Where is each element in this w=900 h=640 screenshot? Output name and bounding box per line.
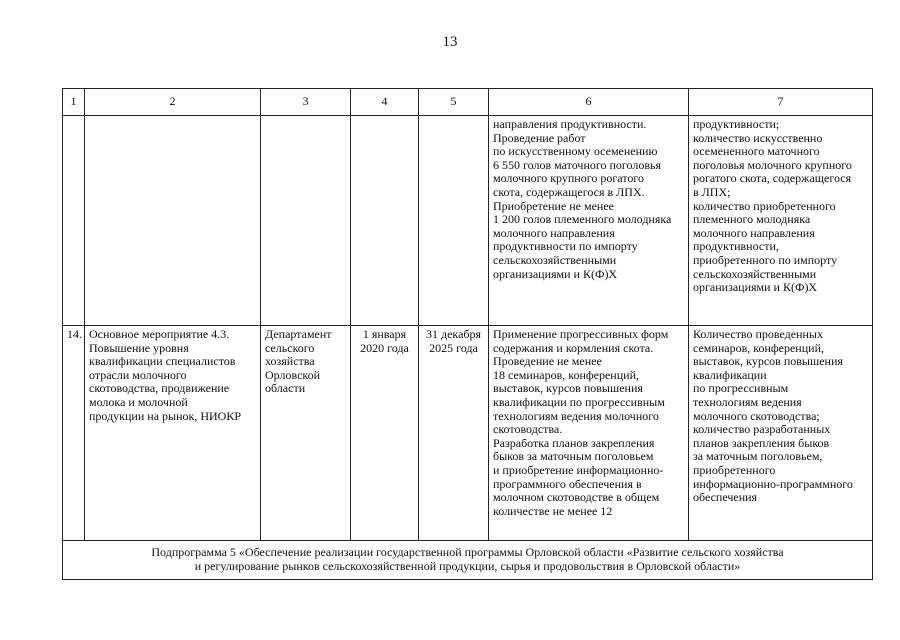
expected-result <box>489 326 689 541</box>
text-line: 18 семинаров, конференций, <box>493 367 639 382</box>
text-line: молочного направления <box>493 225 615 240</box>
text-line: сельскохозяйственными <box>493 252 617 267</box>
text-line: технологиям ведения молочного <box>493 408 659 423</box>
subprogram-row <box>63 541 873 580</box>
start-date <box>351 326 419 541</box>
text-line: племенного молодняка <box>693 212 811 227</box>
text-line: молочного скотоводства; <box>693 408 820 423</box>
text-line: хозяйства <box>265 354 315 369</box>
text-line: направления продуктивности. <box>493 117 647 131</box>
text-line: количество разработанных <box>693 422 831 437</box>
text-line: Разработка планов закрепления <box>493 435 655 450</box>
text-line: приобретенного <box>693 462 776 477</box>
indicators <box>689 326 873 541</box>
text-line: Количество проведенных <box>693 327 823 341</box>
text-line: отрасли молочного <box>89 367 187 382</box>
end-date <box>419 326 489 541</box>
text-line: 2020 года <box>360 340 409 355</box>
text-line: Приобретение не менее <box>493 198 615 213</box>
cont-cell-7 <box>689 116 873 326</box>
text-line: содержания и кормления скота. <box>493 340 654 355</box>
cont-cell-2 <box>85 116 261 326</box>
text-line: квалификации <box>693 367 767 382</box>
text-line: количество приобретенного <box>693 198 836 213</box>
text-line: сельского <box>265 340 315 355</box>
text-line: молока и молочной <box>89 394 188 409</box>
table-row-14 <box>63 326 873 541</box>
header-cell-4: 4 <box>351 89 419 116</box>
text-line: 31 декабря <box>425 327 482 341</box>
text-line: Проведение не менее <box>493 354 602 369</box>
text-line: продуктивности; <box>693 117 780 131</box>
header-cell-3: 3 <box>261 89 351 116</box>
text-line: и приобретение информационно- <box>493 462 664 477</box>
text-line: сельскохозяйственными <box>693 266 817 281</box>
text-line: квалификации специалистов <box>89 354 236 369</box>
text-line: и регулирование рынков сельскохозяйственной продукции, сырья и продовольствия в Орловской области» <box>194 559 741 573</box>
text-line: Подпрограмма 5 «Обеспечение реализации государственной программы Орловской области «Развитие сельского хозяйства <box>151 545 784 560</box>
text-line: быков за маточным поголовьем <box>493 449 654 464</box>
text-line: молочного крупного рогатого <box>493 171 644 186</box>
measure-name <box>85 326 261 541</box>
header-cell-2: 2 <box>85 89 261 116</box>
text-line: приобретенного по импорту <box>693 252 838 267</box>
text-line: по прогрессивным <box>693 381 789 396</box>
text-line: 6 550 голов маточного поголовья <box>493 157 662 172</box>
text-line: Повышение уровня <box>89 340 189 355</box>
text-line: по искусственному осеменению <box>493 144 658 159</box>
cont-cell-1 <box>63 116 85 326</box>
text-line: 2025 года <box>429 340 478 355</box>
text-line: продукции на рынок, НИОКР <box>89 408 242 423</box>
text-line: за маточным поголовьем, <box>693 449 823 464</box>
responsible-executor <box>261 326 351 541</box>
text-line: 1 200 голов племенного молодняка <box>493 212 672 227</box>
cont-cell-6 <box>489 116 689 326</box>
text-line: выставок, курсов повышения <box>693 354 843 369</box>
text-line: скотоводства, продвижение <box>89 381 230 396</box>
cont-cell-5 <box>419 116 489 326</box>
text-line: Проведение работ <box>493 130 586 145</box>
page-number: 13 <box>442 34 458 50</box>
header-cell-1: 1 <box>63 89 85 116</box>
text-line: молочного направления <box>693 225 815 240</box>
text-line: количество искусственно <box>693 130 823 145</box>
text-line: Основное мероприятие 4.3. <box>89 327 230 341</box>
text-line: информационно-программного <box>693 476 853 491</box>
cont-cell-3 <box>261 116 351 326</box>
measures-table <box>62 88 873 580</box>
header-row <box>63 89 873 116</box>
text-line: организациями и К(Ф)Х <box>693 280 818 295</box>
text-line: планов закрепления быков <box>693 435 830 450</box>
text-line: выставок, курсов повышения <box>493 381 643 396</box>
text-line: организациями и К(Ф)Х <box>493 266 618 281</box>
row-number: 14. <box>63 326 85 541</box>
text-line: осемененного маточного <box>693 144 820 159</box>
text-line: семинаров, конференций, <box>693 340 824 355</box>
subprogram-title <box>63 541 873 580</box>
text-line: программного обеспечения в <box>493 476 642 491</box>
continuation-row <box>63 116 873 326</box>
text-line: поголовья молочного крупного <box>693 157 852 172</box>
header-cell-7: 7 <box>689 89 873 116</box>
text-line: квалификации по прогрессивным <box>493 394 665 409</box>
text-line: обеспечения <box>693 490 758 505</box>
text-line: области <box>265 381 306 396</box>
text-line: технологиям ведения <box>693 394 802 409</box>
text-line: рогатого скота, содержащегося <box>693 171 852 186</box>
text-line: количестве не менее 12 <box>493 503 613 518</box>
cont-cell-4 <box>351 116 419 326</box>
text-line: продуктивности по импорту <box>493 239 638 254</box>
text-line: Орловской <box>265 367 321 382</box>
header-cell-5: 5 <box>419 89 489 116</box>
text-line: продуктивности, <box>693 239 779 254</box>
text-line: скотоводства. <box>493 422 563 437</box>
text-line: 1 января <box>362 327 407 341</box>
header-cell-6: 6 <box>489 89 689 116</box>
text-line: в ЛПХ; <box>693 184 731 199</box>
text-line: молочном скотоводстве в общем <box>493 490 660 505</box>
text-line: Применение прогрессивных форм <box>493 327 669 341</box>
text-line: скота, содержащегося в ЛПХ. <box>493 184 645 199</box>
text-line: Департамент <box>265 327 332 341</box>
